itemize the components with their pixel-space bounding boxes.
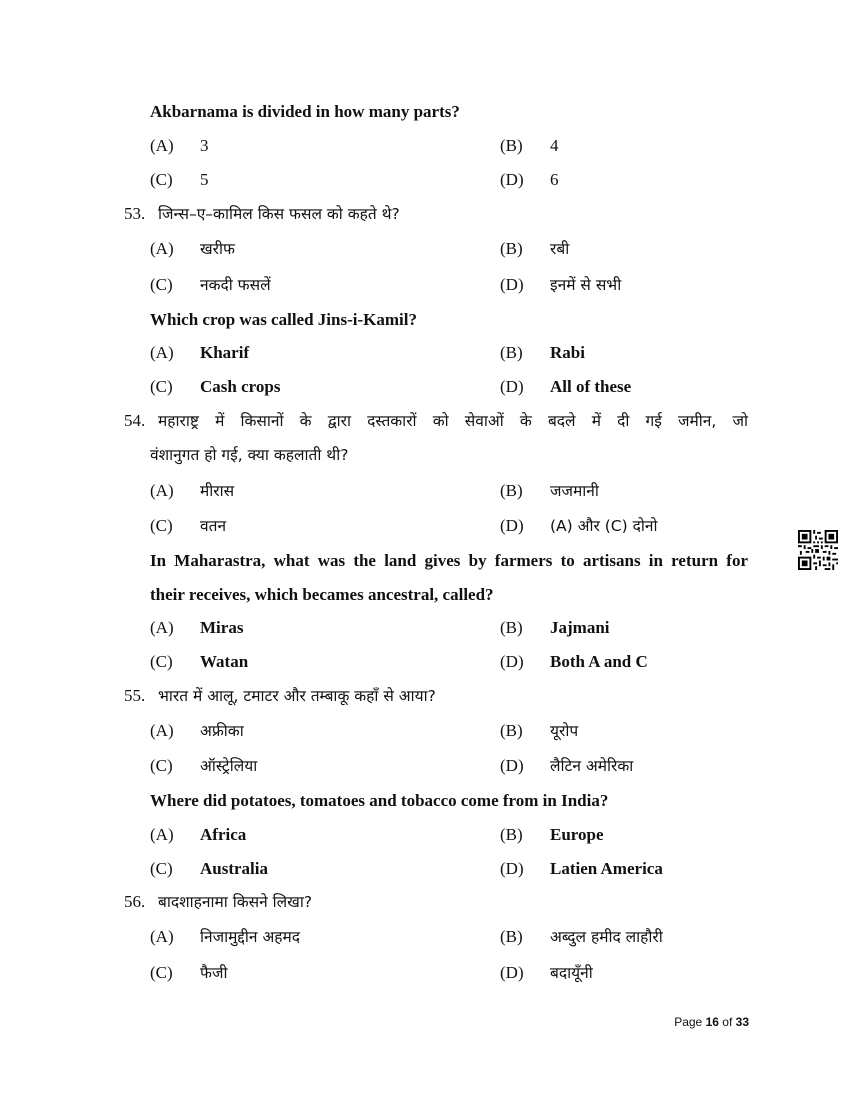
option-label: (B) (500, 927, 523, 946)
option-text: अफ्रीका (200, 722, 244, 740)
option-text: निजामुद्दीन अहमद (200, 928, 301, 946)
option-text: फैजी (200, 964, 228, 982)
option-text: Australia (200, 859, 268, 878)
option-text: Jajmani (550, 618, 610, 637)
option-label: (A) (150, 343, 174, 362)
option-text: बदायूँनी (550, 964, 593, 982)
option-label: (A) (150, 481, 174, 500)
option-text: Europe (550, 825, 604, 844)
option-label: (C) (150, 963, 173, 982)
option-text: Cash crops (200, 377, 281, 396)
option-label: (B) (500, 136, 523, 155)
option-label: (A) (150, 825, 174, 844)
page-current: 16 (705, 1015, 719, 1029)
option-text: मीरास (200, 482, 235, 500)
option-text: Miras (200, 618, 244, 637)
option-label: (B) (500, 618, 523, 637)
question-text-line2: their receives, which becames ancestral, called? (150, 585, 494, 604)
option-label: (A) (150, 721, 174, 740)
option-label: (C) (150, 652, 173, 671)
option-label: (B) (500, 721, 523, 740)
question-text: Where did potatoes, tomatoes and tobacco come from in India? (150, 791, 609, 810)
option-label: (C) (150, 170, 173, 189)
question-text-line1: In Maharastra, what was the land gives by farmers to artisans in return for (150, 551, 748, 570)
option-label: (B) (500, 343, 523, 362)
option-label: (D) (500, 275, 524, 294)
option-label: (B) (500, 481, 523, 500)
option-text: रबी (550, 240, 570, 258)
question-text-hindi-line1: महाराष्ट्र में किसानों के द्वारा दस्तकारों को सेवाओं के बदले में दी गई जमीन, जो (158, 412, 748, 430)
option-label: (A) (150, 239, 174, 258)
option-text: वतन (200, 517, 227, 535)
question-text: Which crop was called Jins-i-Kamil? (150, 310, 417, 329)
option-text: (A) और (C) दोनो (550, 517, 658, 535)
option-text: 4 (550, 136, 559, 155)
option-label: (A) (150, 927, 174, 946)
option-label: (D) (500, 756, 524, 775)
option-text: इनमें से सभी (550, 276, 622, 294)
option-label: (D) (500, 963, 524, 982)
option-text: 5 (200, 170, 209, 189)
option-label: (A) (150, 618, 174, 637)
option-label: (C) (150, 756, 173, 775)
option-text: Kharif (200, 343, 250, 362)
question-text-hindi: बादशाहनामा किसने लिखा? (158, 893, 313, 911)
question-text-hindi: जिन्स–ए–कामिल किस फसल को कहते थे? (158, 205, 400, 223)
option-text: Both A and C (550, 652, 648, 671)
question-text-hindi-line2: वंशानुगत हो गई, क्या कहलाती थी? (150, 446, 349, 464)
option-text: Watan (200, 652, 249, 671)
question-number: 55. (124, 686, 146, 705)
option-label: (D) (500, 516, 524, 535)
option-text: जजमानी (550, 482, 599, 500)
option-label: (B) (500, 239, 523, 258)
option-text: Rabi (550, 343, 585, 362)
option-label: (C) (150, 859, 173, 878)
option-label: (C) (150, 516, 173, 535)
page-of: of (722, 1015, 733, 1029)
question-text: Akbarnama is divided in how many parts? (150, 102, 460, 121)
option-label: (C) (150, 275, 173, 294)
option-label: (D) (500, 652, 524, 671)
option-text: 3 (200, 136, 209, 155)
option-text: 6 (550, 170, 559, 189)
option-text: ऑस्ट्रेलिया (200, 757, 258, 775)
qr-code-icon (798, 530, 838, 570)
option-text: यूरोप (550, 722, 579, 740)
page-total: 33 (735, 1015, 749, 1029)
option-text: Latien America (550, 859, 663, 878)
question-number: 56. (124, 892, 146, 911)
option-text: Africa (200, 825, 247, 844)
option-text: नकदी फसलें (200, 276, 271, 294)
option-text: लैटिन अमेरिका (550, 757, 634, 775)
question-number: 53. (124, 204, 146, 223)
page-prefix: Page (674, 1015, 703, 1029)
option-label: (B) (500, 825, 523, 844)
question-text-hindi: भारत में आलू, टमाटर और तम्बाकू कहाँ से आया? (158, 687, 436, 705)
option-text: खरीफ (200, 240, 235, 258)
option-label: (D) (500, 859, 524, 878)
page-number (674, 1015, 749, 1029)
option-label: (D) (500, 377, 524, 396)
option-label: (A) (150, 136, 174, 155)
option-text: All of these (550, 377, 632, 396)
option-text: अब्दुल हमीद लाहौरी (550, 928, 663, 946)
option-label: (C) (150, 377, 173, 396)
question-number: 54. (124, 411, 146, 430)
option-label: (D) (500, 170, 524, 189)
